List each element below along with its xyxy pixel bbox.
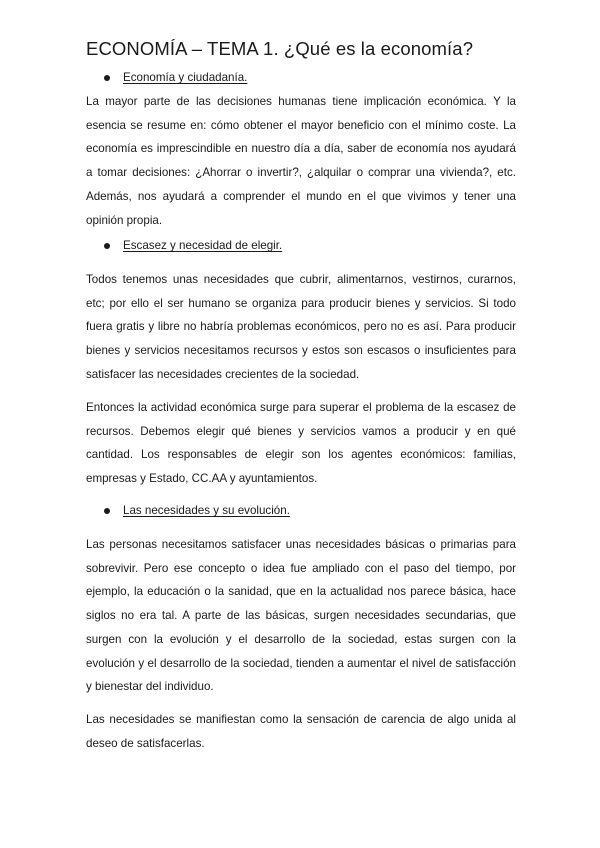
section-heading-label: Escasez y necesidad de elegir. bbox=[123, 239, 283, 252]
document-title: ECONOMÍA – TEMA 1. ¿Qué es la economía? bbox=[86, 38, 474, 59]
section-heading-necesidades bbox=[104, 504, 290, 517]
section-heading-label: Las necesidades y su evolución. bbox=[123, 504, 290, 517]
paragraph: Las necesidades se manifiestan como la sensación de carencia de algo unida al deseo de satisfacerlas. bbox=[86, 713, 516, 750]
paragraph: Entonces la actividad económica surge para superar el problema de la escasez de recursos. Debemos elegir qué bienes y servicios vamos a producir y en qué cantidad. Los responsables de elegir son los agentes económicos: familias, empresas y Estado, CC.AA y ayuntamientos. bbox=[86, 401, 516, 486]
section-heading-label: Economía y ciudadanía. bbox=[123, 71, 248, 84]
section-heading-escasez bbox=[104, 239, 282, 252]
bullet-icon bbox=[104, 75, 110, 81]
bullet-icon bbox=[104, 243, 110, 249]
paragraph: La mayor parte de las decisiones humanas tiene implicación económica. Y la esencia se resume en: cómo obtener el mayor beneficio con el mínimo coste. La economía es imprescindible en nuestro día a día, saber de economía nos ayudará a tomar decisiones: ¿Ahorrar o invertir?, ¿alquilar o comprar una vivienda?, etc. Además, nos ayudará a comprender el mundo en el que vivimos y tener una opinión propia. bbox=[86, 95, 516, 227]
paragraph: Las personas necesitamos satisfacer unas necesidades básicas o primarias para sobrevivir. Pero ese concepto o idea fue ampliado con el paso del tiempo, por ejemplo, la educación o la sanidad, que en la actualidad nos parece básica, hace siglos no era tal. A parte de las básicas, surgen necesidades secundarias, que surgen con la evolución y el desarrollo de la sociedad, estas surgen con la evolución y el desarrollo de la sociedad, tienden a aumentar el nivel de satisfacción y bienestar del individuo. bbox=[86, 538, 516, 694]
section-heading-economia-ciudadania bbox=[104, 71, 247, 84]
bullet-icon bbox=[104, 508, 110, 514]
paragraph: Todos tenemos unas necesidades que cubrir, alimentarnos, vestirnos, curarnos, etc; por ello el ser humano se organiza para producir bienes y servicios. Si todo fuera gratis y libre no habría problemas económicos, pero no es así. Para producir bienes y servicios necesitamos recursos y estos son escasos o insuficientes para satisfacer las necesidades crecientes de la sociedad. bbox=[86, 273, 516, 381]
